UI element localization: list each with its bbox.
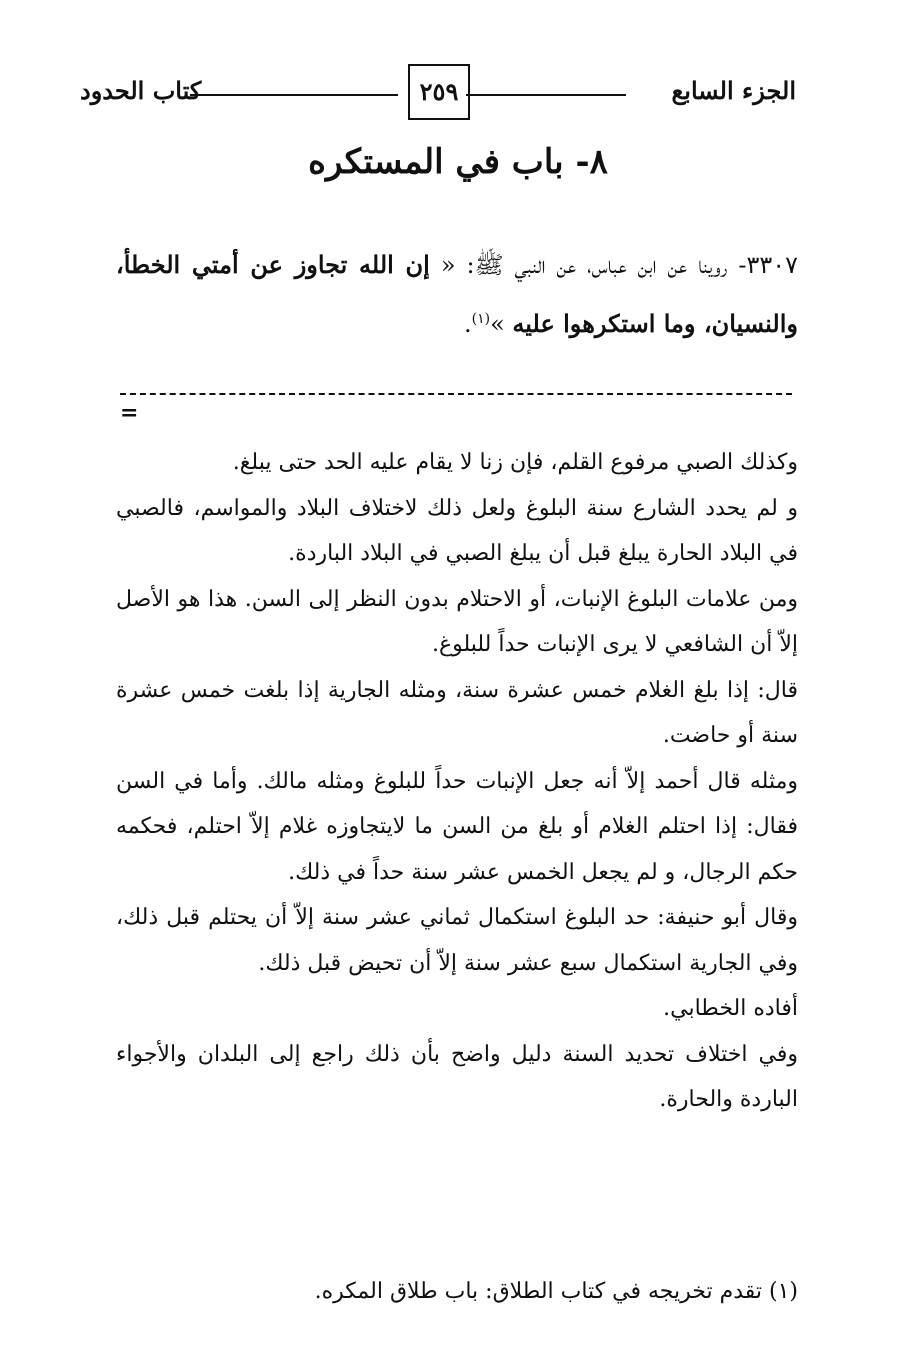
header-rule-right xyxy=(466,94,626,96)
note-paragraph: وقال أبو حنيفة: حد البلوغ استكمال ثماني عشر سنة إلاّ أن يحتلم قبل ذلك، وفي الجارية استكمال سبع عشر سنة إلاّ أن تحيض قبل ذلك. xyxy=(116,905,798,976)
page-header xyxy=(80,62,796,124)
note-paragraph: وكذلك الصبي مرفوع القلم، فإن زنا لا يقام عليه الحد حتى يبلغ. xyxy=(232,450,798,475)
hadith-paragraph xyxy=(116,238,798,351)
continuation-mark: = xyxy=(120,400,139,426)
note-paragraph: ومثله قال أحمد إلاّ أنه جعل الإنبات حداً للبلوغ ومثله مالك. وأما في السن فقال: إذا احتلم الغلام أو بلغ من السن ما لايتجاوزه غلام إلاّ احتلم، فحكمه حكم الرجال، و لم يجعل الخمس عشر سنة حداً في ذلك. xyxy=(116,768,798,885)
note-paragraph: أفاده الخطابي. xyxy=(663,996,798,1021)
volume-label: الجزء السابع xyxy=(671,76,796,105)
footnote: (١) تقدم تخريجه في كتاب الطلاق: باب طلاق المكره. xyxy=(314,1279,798,1304)
commentary-notes xyxy=(116,440,798,1123)
book-label: كتاب الحدود xyxy=(80,76,202,105)
footnote-ref[interactable]: (١) xyxy=(471,311,491,327)
note-paragraph: وفي اختلاف تحديد السنة دليل واضح بأن ذلك راجع إلى البلدان والأجواء الباردة والحارة. xyxy=(116,1041,798,1112)
hadith-text: إن الله تجاوز عن أمتي الخطأ، والنسيان، وما استكرهوا عليه xyxy=(116,250,798,338)
header-rule-left xyxy=(190,94,398,96)
hadith-end: . xyxy=(463,310,472,338)
page-number: ٢٥٩ xyxy=(408,64,470,120)
note-paragraph: و لم يحدد الشارع سنة البلوغ ولعل ذلك لاختلاف البلاد والمواسم، فالصبي في البلاد الحارة يبلغ قبل أن يبلغ الصبي في البلاد الباردة. xyxy=(116,495,798,566)
note-paragraph: ومن علامات البلوغ الإنبات، أو الاحتلام بدون النظر إلى السن. هذا هو الأصل إلاّ أن الشافعي لا يرى الإنبات حداً للبلوغ. xyxy=(116,586,798,657)
footnote-separator xyxy=(120,393,792,395)
hadith-close: » xyxy=(490,310,505,338)
hadith-intro: ٣٣٠٧- روينا عن ابن عباس، عن النبي ﷺ: « xyxy=(440,251,798,279)
chapter-title: ٨- باب في المستكره xyxy=(308,142,608,182)
note-paragraph: قال: إذا بلغ الغلام خمس عشرة سنة، ومثله الجارية إذا بلغت خمس عشرة سنة أو حاضت. xyxy=(116,677,798,748)
